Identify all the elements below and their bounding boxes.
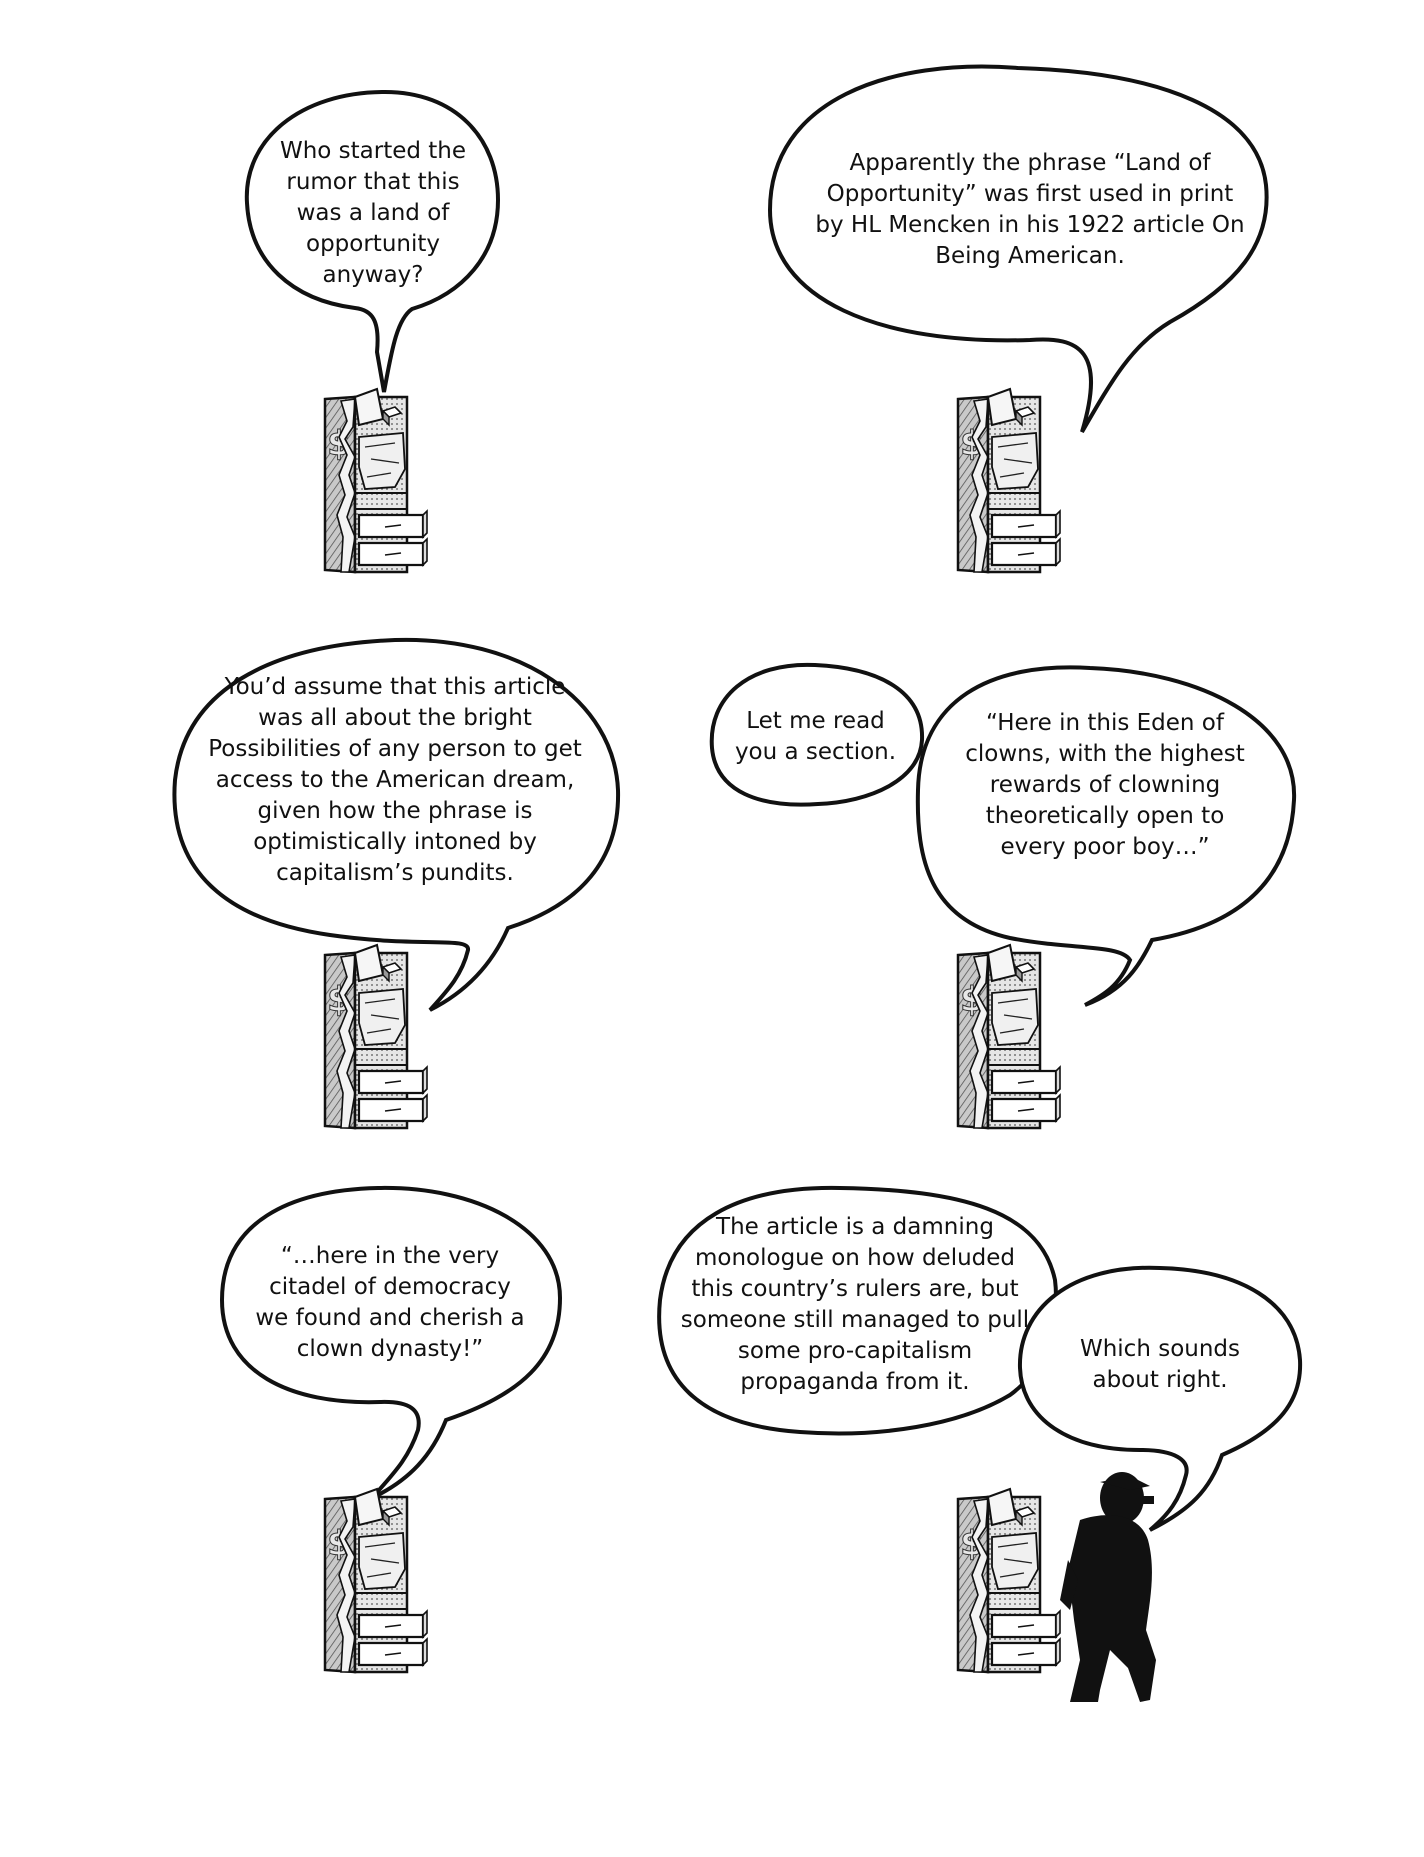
comic-art-layer: $: [0, 0, 1424, 1857]
person-silhouette: [1060, 1472, 1156, 1702]
bubble-text-p5: “…here in the very citadel of democracy we found and cherish a clown dynasty!”: [255, 1243, 525, 1362]
server-cabinet-illustration: [325, 945, 427, 1128]
server-cabinet-illustration: [958, 1489, 1060, 1672]
bubble-text-p4b: “Here in this Eden of clowns, with the highest rewards of clowning theoretically open to every poor boy…”: [965, 709, 1245, 860]
bubble-text-p6a: The article is a damning monologue on how deluded this country’s rulers are, but someone still managed to pull some pro-capitalism propaganda from it.: [680, 1214, 1030, 1395]
server-cabinet-illustration: [958, 945, 1060, 1128]
bubble-text-p1: Who started the rumor that this was a land of opportunity anyway?: [279, 137, 467, 288]
server-cabinet-illustration: [958, 389, 1060, 572]
server-cabinet-illustration: [325, 1489, 427, 1672]
bubble-text-p3: You’d assume that this article was all about the bright Possibilities of any person to get access to the American dream, given how the phrase is optimistically intoned by capitalism’s pundits.: [208, 673, 582, 886]
bubble-text-p4a: Let me read you a section.: [734, 708, 897, 765]
bubble-text-p2: Apparently the phrase “Land of Opportunity” was first used in print by HL Mencken in his 1922 article On Being American.: [815, 150, 1245, 269]
bubble-text-p6b: Which sounds about right.: [1079, 1336, 1241, 1393]
server-cabinet-illustration: [325, 389, 427, 572]
